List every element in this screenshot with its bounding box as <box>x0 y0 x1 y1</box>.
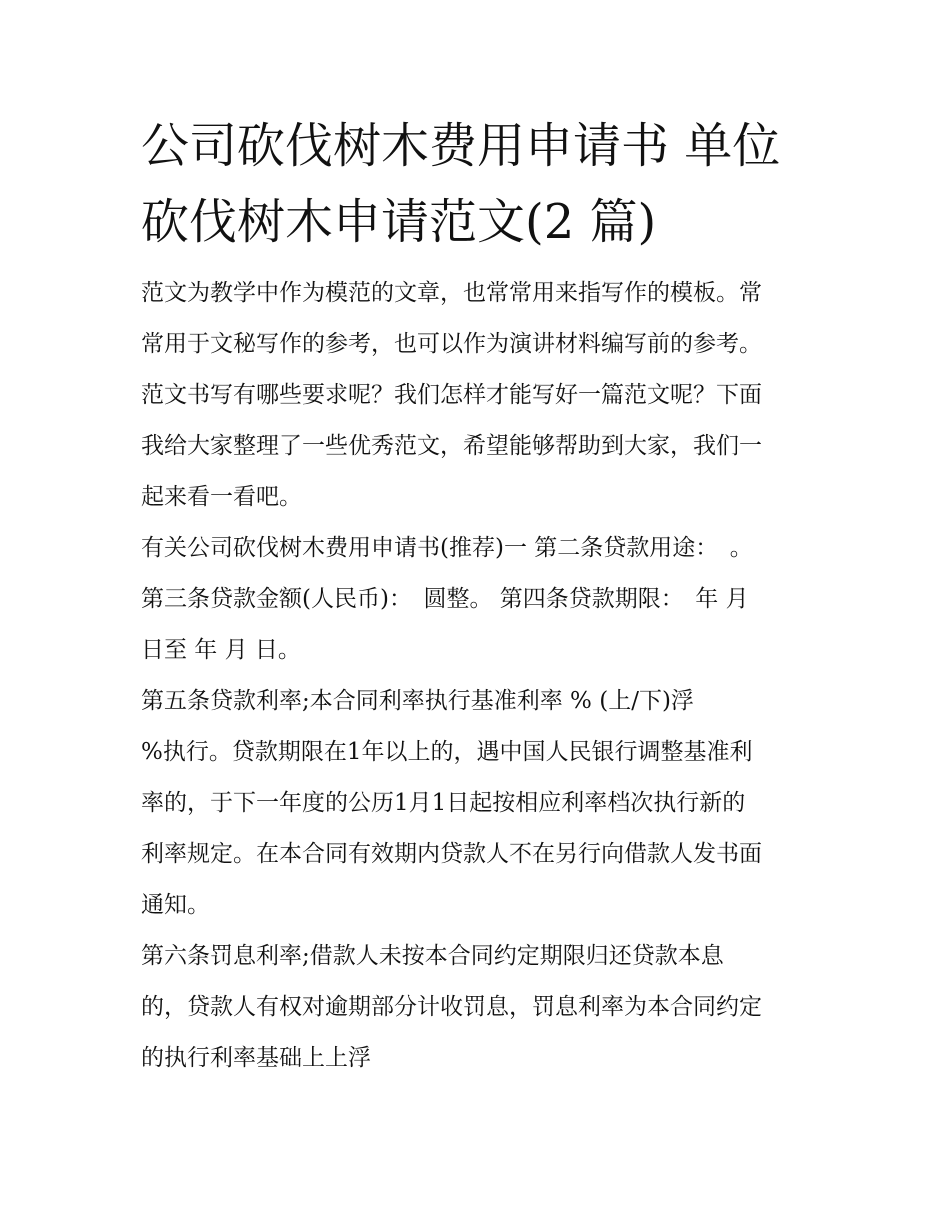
body-text-line: 通知。 <box>141 892 210 918</box>
title-line: 公司砍伐树木费用申请书 单位 <box>141 118 781 174</box>
body-text-line: 第六条罚息利率;借款人未按本合同约定期限归还贷款本息 <box>141 943 724 969</box>
body-text-line: 我给大家整理了一些优秀范文，希望能够帮助到大家，我们一 <box>141 433 762 459</box>
document-body <box>141 268 813 1084</box>
body-text-line: 第三条贷款金额(人民币)： 圆整。 第四条贷款期限： 年 月 <box>141 586 749 612</box>
body-text-line: 利率规定。在本合同有效期内贷款人不在另行向借款人发书面 <box>141 841 762 867</box>
body-text-line: 的执行利率基础上上浮 <box>141 1045 371 1071</box>
body-text-line: 范文书写有哪些要求呢？我们怎样才能写好一篇范文呢？下面 <box>141 382 762 408</box>
document-page <box>141 108 813 1084</box>
body-text-line: 日至 年 月 日。 <box>141 637 301 663</box>
body-text-line: 起来看一看吧。 <box>141 484 302 510</box>
body-text-line: 第五条贷款利率;本合同利率执行基准利率 % (上/下)浮 <box>141 688 694 714</box>
body-text-line: 率的，于下一年度的公历1月1日起按相应利率档次执行新的 <box>141 790 746 816</box>
body-text-line: 有关公司砍伐树木费用申请书(推荐)一 第二条贷款用途： 。 <box>141 535 753 561</box>
body-text-line: 范文为教学中作为模范的文章，也常常用来指写作的模板。常 <box>141 280 762 306</box>
title-line: 砍伐树木申请范文(2 篇) <box>141 194 657 250</box>
body-text-line: 常用于文秘写作的参考，也可以作为演讲材料编写前的参考。 <box>141 331 762 357</box>
body-text-line: 的，贷款人有权对逾期部分计收罚息，罚息利率为本合同约定 <box>141 994 762 1020</box>
document-title <box>141 108 813 260</box>
body-text-line: %执行。贷款期限在1年以上的，遇中国人民银行调整基准利 <box>141 739 753 765</box>
